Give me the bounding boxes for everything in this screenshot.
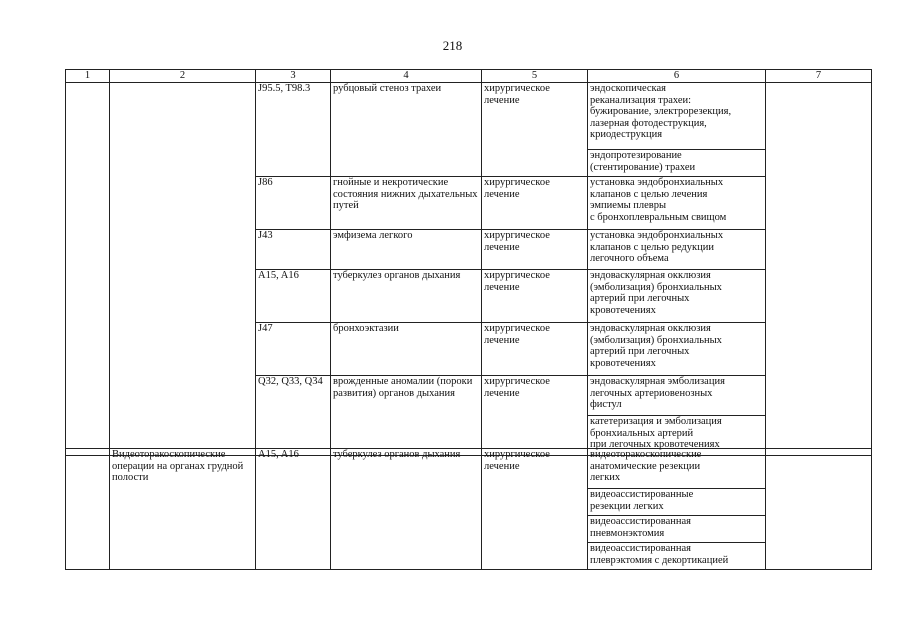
cell-method — [588, 150, 766, 177]
method-line: пневмонэктомия — [590, 527, 665, 539]
method-line: реканализация трахеи: — [590, 94, 692, 106]
treatment-table — [65, 69, 872, 456]
header-col-1: 1 — [66, 70, 110, 83]
header-col-4: 4 — [331, 70, 482, 83]
method-line: кровотечениях — [590, 357, 656, 369]
method-line: артерий при легочных — [590, 293, 690, 305]
cell-code: J86 — [256, 177, 331, 230]
header-row — [66, 70, 872, 83]
method-line: кровотечениях — [590, 304, 656, 316]
header-col-6: 6 — [588, 70, 766, 83]
method-line: фистул — [590, 399, 622, 411]
cell-method — [588, 543, 766, 570]
method-line: эндопротезирование — [590, 150, 682, 161]
cell-treatment: хирургическое лечение — [482, 83, 588, 177]
method-line: (эмболизация) бронхиальных — [590, 281, 722, 293]
method-line: при легочных кровотечениях — [590, 439, 720, 451]
cell-col7 — [766, 83, 872, 456]
method-line: резекции легких — [590, 500, 664, 512]
cell-method — [588, 230, 766, 270]
video-surgery-table — [65, 448, 872, 570]
method-line: (эмболизация) бронхиальных — [590, 334, 722, 346]
cell-diagnosis: эмфизема легкого — [331, 230, 482, 270]
table-row — [66, 449, 872, 489]
cell-diagnosis: гнойные и некротические состояния нижних дыхательных путей — [331, 177, 482, 230]
cell-method — [588, 516, 766, 543]
header-col-2: 2 — [110, 70, 256, 83]
method-line: клапанов с целью лечения — [590, 188, 708, 200]
cell-diagnosis: бронхоэктазии — [331, 323, 482, 376]
cell-diagnosis: рубцовый стеноз трахеи — [331, 83, 482, 177]
cell-code: J47 — [256, 323, 331, 376]
method-line: эндоваскулярная эмболизация — [590, 376, 725, 387]
method-line: с бронхоплевральным свищом — [590, 211, 727, 223]
cell-treatment: хирургическое лечение — [482, 230, 588, 270]
cell-method — [588, 177, 766, 230]
cell-name: Видеоторакоскопические операции на органах грудной полости — [110, 449, 256, 570]
method-line: эндоскопическая — [590, 83, 666, 94]
method-line: катетеризация и эмболизация — [590, 416, 722, 427]
method-line: легочного объема — [590, 253, 669, 265]
cell-method — [588, 323, 766, 376]
cell-code: J95.5, T98.3 — [256, 83, 331, 177]
method-line: легочных артериовенозных — [590, 387, 713, 399]
header-col-7: 7 — [766, 70, 872, 83]
cell-method — [588, 83, 766, 150]
method-line: бужирование, электрорезекция, — [590, 106, 732, 118]
method-line: плеврэктомия с декортикацией — [590, 554, 729, 566]
cell-code: Q32, Q33, Q34 — [256, 376, 331, 456]
cell-code: J43 — [256, 230, 331, 270]
cell-treatment: хирургическое лечение — [482, 376, 588, 456]
cell-number — [66, 449, 110, 570]
cell-code: A15, A16 — [256, 270, 331, 323]
cell-col7 — [766, 449, 872, 570]
cell-treatment: хирургическое лечение — [482, 449, 588, 570]
cell-treatment: хирургическое лечение — [482, 270, 588, 323]
method-line: (стентирование) трахеи — [590, 161, 696, 173]
method-line: видеоторакоскопические — [590, 449, 702, 460]
method-line: установка эндобронхиальных — [590, 177, 724, 188]
page-number: 218 — [442, 38, 463, 53]
method-line: бронхиальных артерий — [590, 427, 694, 439]
cell-diagnosis: врожденные аномалии (пороки развития) органов дыхания — [331, 376, 482, 456]
method-line: видеоассистированная — [590, 516, 692, 527]
method-line: артерий при легочных — [590, 346, 690, 358]
cell-treatment: хирургическое лечение — [482, 177, 588, 230]
method-line: легких — [590, 472, 621, 484]
cell-diagnosis: туберкулез органов дыхания — [331, 270, 482, 323]
table-row — [66, 83, 872, 150]
method-line: клапанов с целью редукции — [590, 241, 714, 253]
cell-code: A15, A16 — [256, 449, 331, 570]
cell-diagnosis: туберкулез органов дыхания — [331, 449, 482, 570]
method-line: эмпиемы плевры — [590, 200, 667, 212]
cell-treatment: хирургическое лечение — [482, 323, 588, 376]
cell-method — [588, 449, 766, 489]
method-line: видеоассистированная — [590, 543, 692, 554]
header-col-5: 5 — [482, 70, 588, 83]
header-col-3: 3 — [256, 70, 331, 83]
method-line: криодеструкция — [590, 129, 663, 141]
cell-name — [110, 83, 256, 456]
cell-method — [588, 489, 766, 516]
cell-method — [588, 270, 766, 323]
cell-method — [588, 376, 766, 416]
method-line: установка эндобронхиальных — [590, 230, 724, 241]
method-line: анатомические резекции — [590, 460, 701, 472]
cell-number — [66, 83, 110, 456]
method-line: лазерная фотодеструкция, — [590, 117, 707, 129]
method-line: эндоваскулярная окклюзия — [590, 323, 711, 334]
method-line: видеоассистированные — [590, 489, 694, 500]
method-line: эндоваскулярная окклюзия — [590, 270, 711, 281]
